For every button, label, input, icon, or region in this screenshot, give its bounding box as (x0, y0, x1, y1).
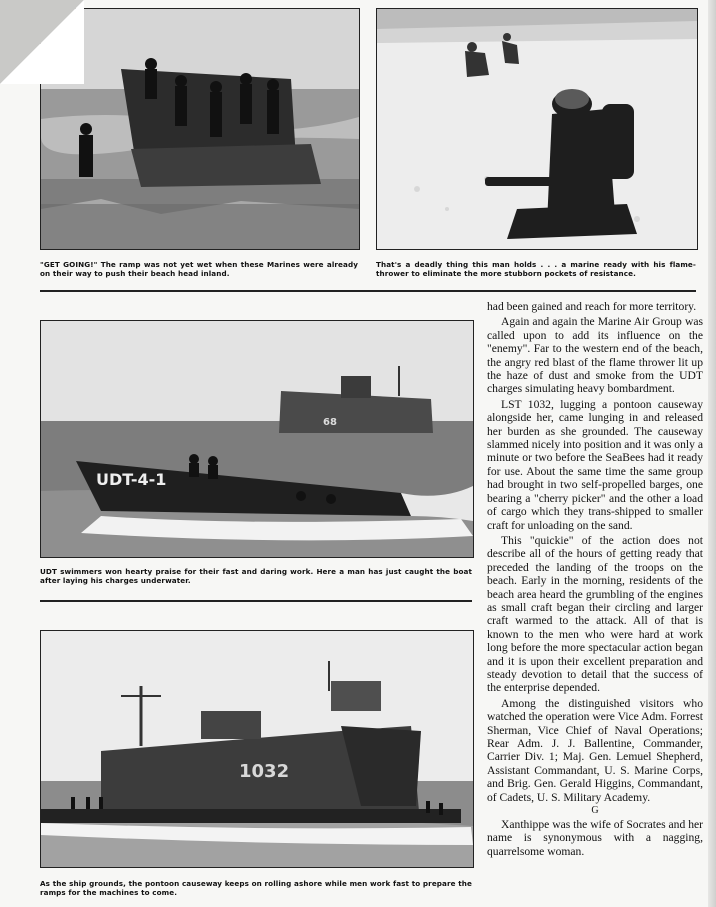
ship-marking: 1032 (239, 761, 290, 782)
article-paragraph: This "quickie" of the action does not describe all of the hours of getting ready that preceded the landing of the troops on the beach. Early in the morning, residents of the beach area heard the grumbling of the engines as small craft began their circling and larger craft warmed to the attack. All of that is known to the men who were hard at work long before the more spectacular action began and it is upon their excellent preparation and steady devotion to detail that the success of the enterprise depended. (487, 533, 703, 695)
separator-mark: G (591, 805, 599, 817)
photo-landing-craft (40, 8, 360, 250)
section-divider (40, 600, 472, 602)
photo-caption: UDT swimmers won hearty praise for their fast and daring work. Here a man has just caught the boat after laying his charges underwater. (40, 567, 472, 585)
ship-marking: 68 (323, 417, 337, 428)
section-divider (40, 290, 696, 292)
article-paragraph: Among the distinguished visitors who watched the operation were Vice Adm. Forrest Sherman, Vice Chief of Naval Operations; Rear Adm. J. J. Ballentine, Commander, Carrier Div. 1; Maj. Gen. Lemuel Shepherd, Assistant Commandant, U. S. Marine Corps, and Brig. Gen. Gerald Higgins, Commandant, of Cadets, U. S. Military Academy. (487, 696, 703, 804)
photo-flame-thrower (376, 8, 698, 250)
photo-caption: That's a deadly thing this man holds . . . a marine ready with his flame-thrower to eliminate the more stubborn pockets of resistance. (376, 260, 696, 278)
article-paragraph: had been gained and reach for more territory. (487, 300, 697, 313)
photo-caption: "GET GOING!" The ramp was not yet wet when these Marines were already on their way to push their beach head inland. (40, 260, 358, 278)
photo-udt-boat (40, 320, 474, 558)
article-paragraph: LST 1032, lugging a pontoon causeway alongside her, came lunging in and released her burden as she grounded. The causeway slammed nicely into position and it was only a minute or two before the SeaBees had it ready for use. About the same time the same group had brought in two self-propelled barges, one bearing a "cherry picker" and the other a load of cargo which they trans-shipped to smaller craft for unloading on the sand. (487, 397, 703, 532)
folded-corner (0, 0, 84, 84)
article-column (487, 300, 703, 860)
article-paragraph: Again and again the Marine Air Group was called upon to add its influence on the "enemy". Far to the western end of the beach, the angry red blast of the flame thrower lit up the haze of dust and smoke from the UDT charges simulating heavy bombardment. (487, 315, 703, 396)
page-edge (708, 0, 716, 907)
article-paragraph: Xanthippe was the wife of Socrates and her name is synonymous with a nagging, quarrelsome woman. (487, 818, 703, 858)
photo-lst-1032 (40, 630, 474, 868)
boat-marking: UDT-4-1 (96, 470, 167, 489)
photo-caption: As the ship grounds, the pontoon causeway keeps on rolling ashore while men work fast to prepare the ramps for the machines to come. (40, 879, 472, 897)
